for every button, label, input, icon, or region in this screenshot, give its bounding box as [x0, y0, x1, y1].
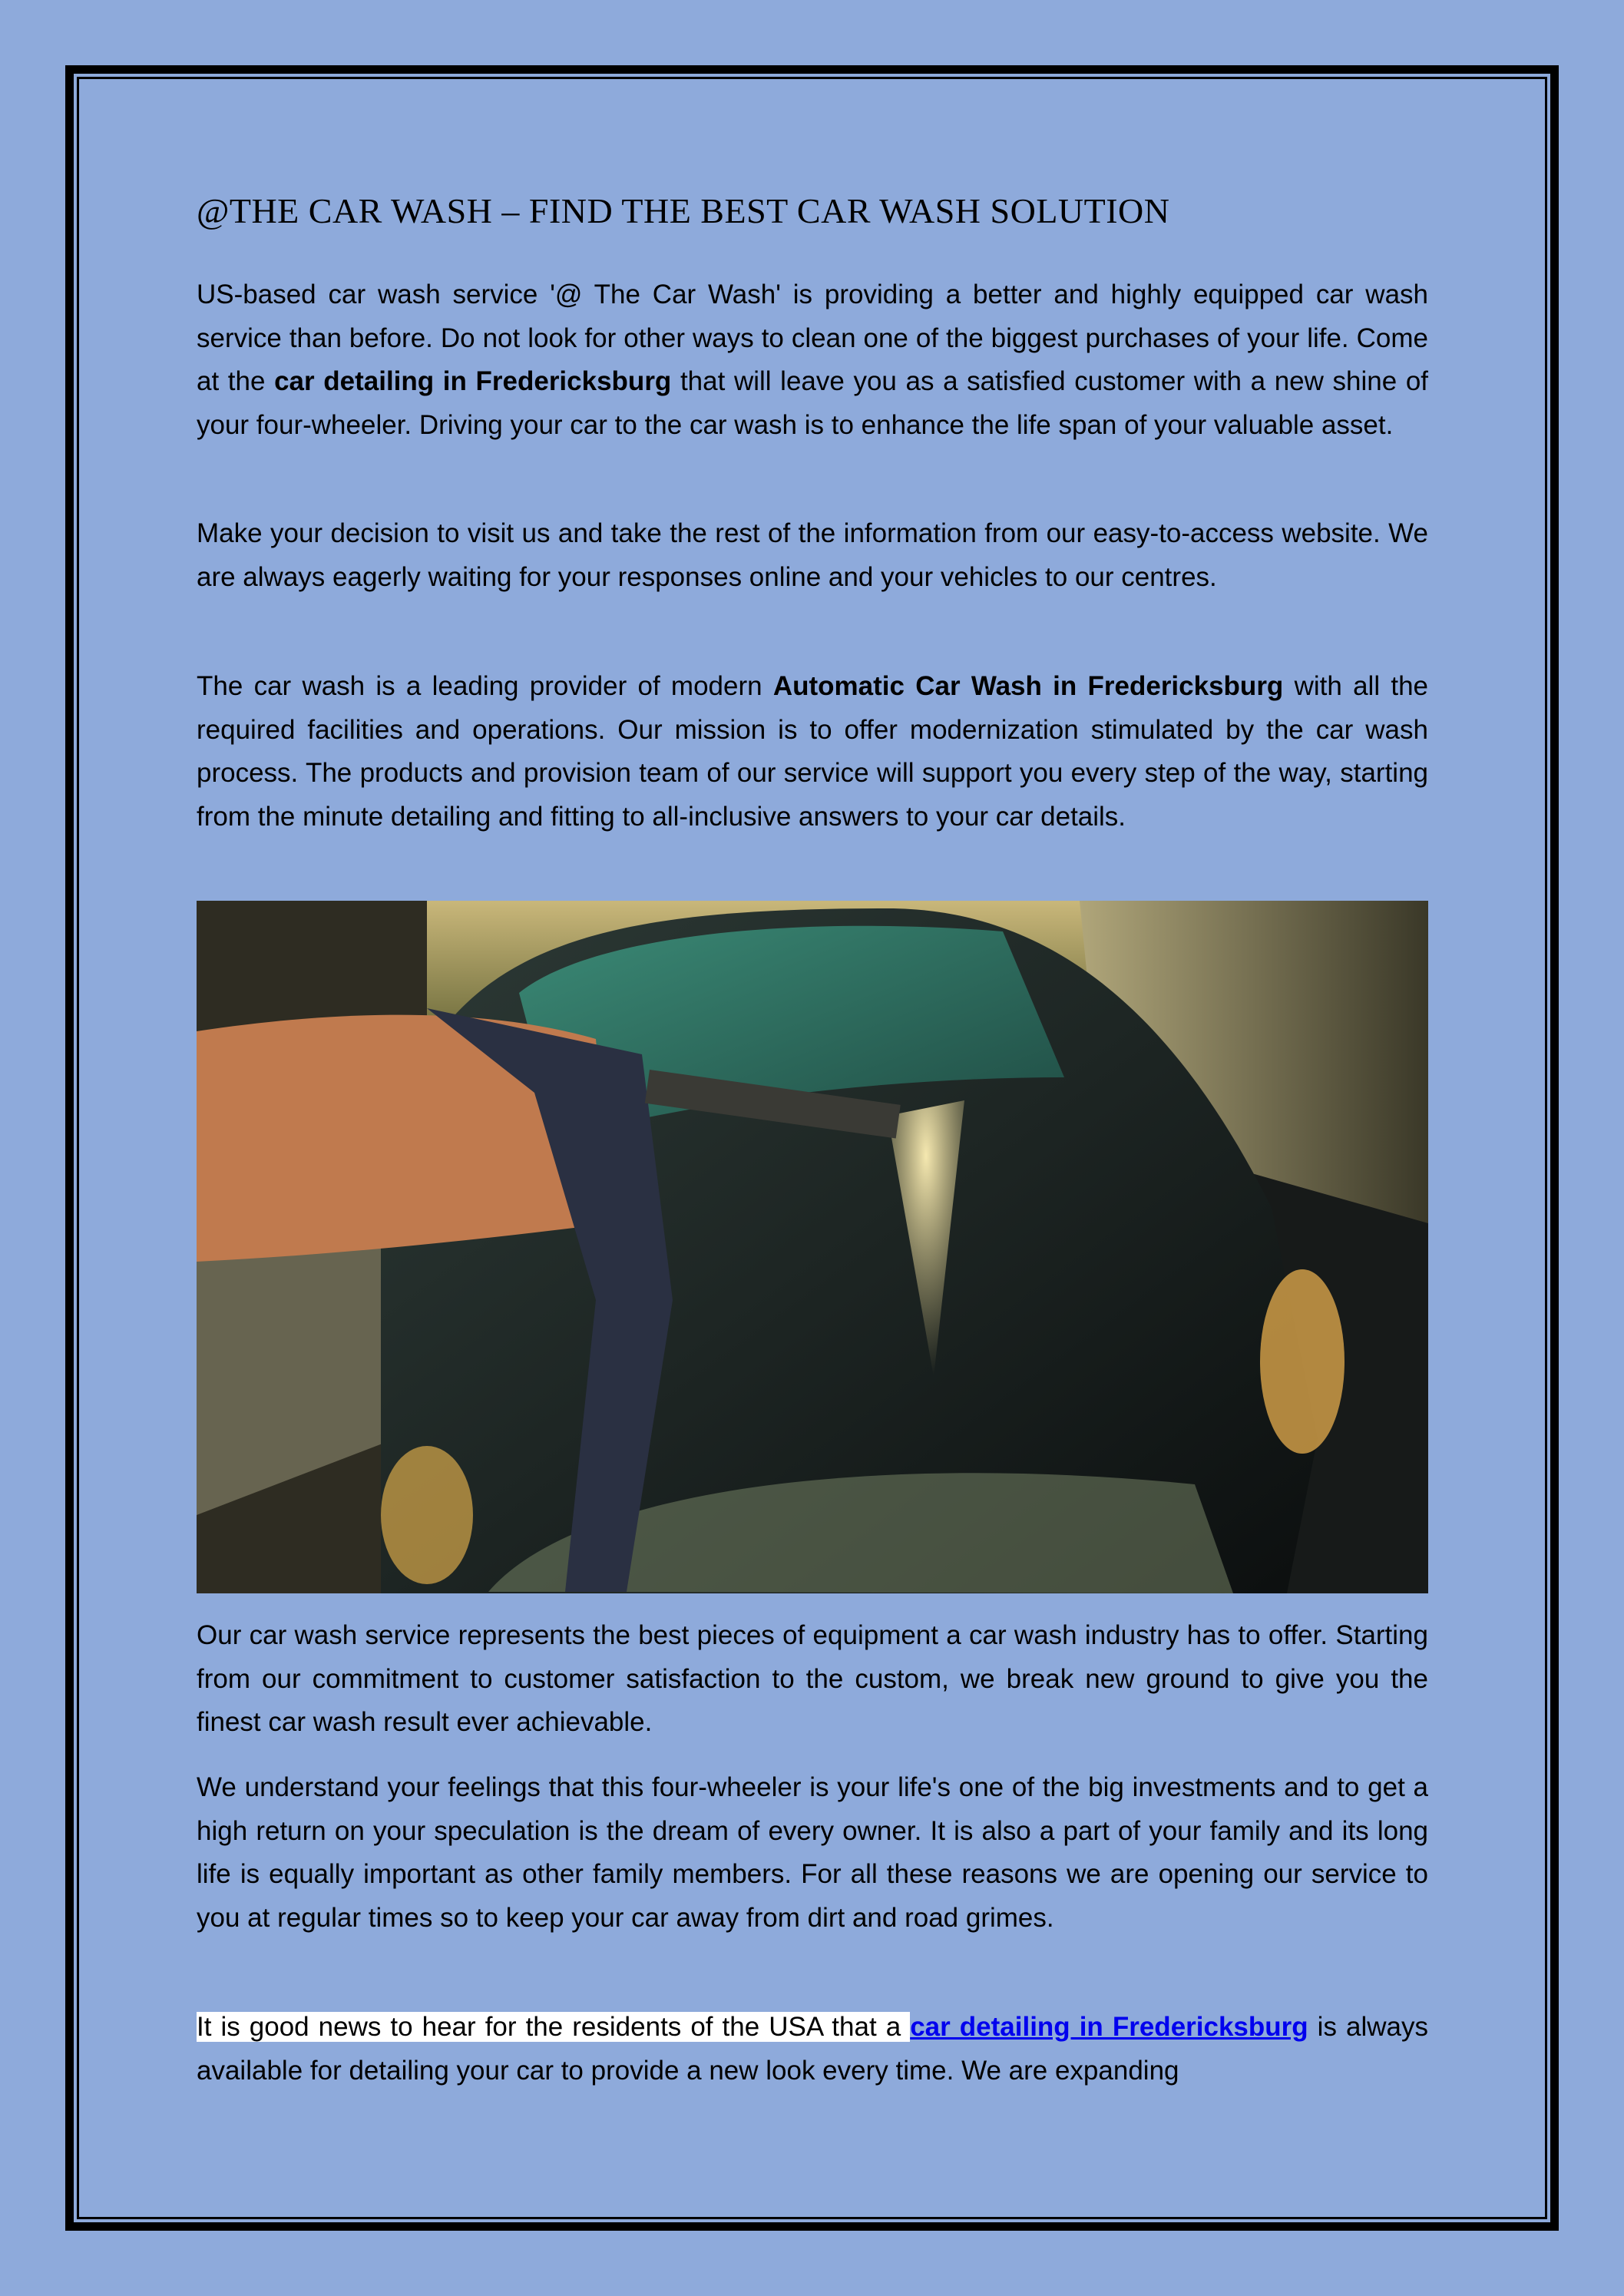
text: with all the required facilities and operations. Our mission is to offer modernization stimulated by the car wash process. The products and provision team of our service will support you every step of the way, starting from the minute detailing and fitting to all-inclusive answers to your car details.	[197, 671, 1429, 832]
text: is always available for detailing your car to provide a new look every time. We are expanding	[197, 2012, 1428, 2086]
highlighted-text: It is good news to hear for the residents of the USA that a	[197, 2012, 911, 2042]
bold-keyword: car detailing in Fredericksburg	[274, 366, 672, 396]
paragraph-intro	[197, 273, 1428, 447]
paragraph-investment: We understand your feelings that this four-wheeler is your life's one of the big investments and to get a high return on your speculation is the dream of every owner. It is also a part of your family and its long life is equally important as other family members. For all these reasons we are opening our service to you at regular times so to keep your car away from dirt and road grimes.	[197, 1772, 1428, 1933]
paragraph-visit: Make your decision to visit us and take the rest of the information from our easy-to-access website. We are always eagerly waiting for your responses online and your vehicles to our centres.	[197, 518, 1428, 592]
car-detailing-link[interactable]: car detailing in Fredericksburg	[910, 2012, 1308, 2042]
car-wash-photo	[197, 901, 1428, 1593]
document-title: @THE CAR WASH – FIND THE BEST CAR WASH SOLUTION	[197, 191, 1170, 230]
text: The car wash is a leading provider of modern	[197, 671, 773, 701]
paragraph-availability	[197, 2006, 1428, 2093]
text: US-based car wash service '@ The Car Wash' is providing a better and highly equipped car wash service than before. Do not look for other ways to clean one of the biggest purchases of your life. Come at the	[197, 280, 1428, 396]
text: that will leave you as a satisfied customer with a new shine of your four-wheeler. Driving your car to the car wash is to enhance the life span of your valuable asset.	[197, 366, 1429, 440]
paragraph-provider	[197, 665, 1428, 839]
bold-keyword: Automatic Car Wash in Fredericksburg	[772, 671, 1284, 701]
paragraph-equipment: Our car wash service represents the best pieces of equipment a car wash industry has to offer. Starting from our commitment to customer satisfaction to the custom, we break new ground to give you the finest car wash result ever achievable.	[197, 1620, 1428, 1737]
